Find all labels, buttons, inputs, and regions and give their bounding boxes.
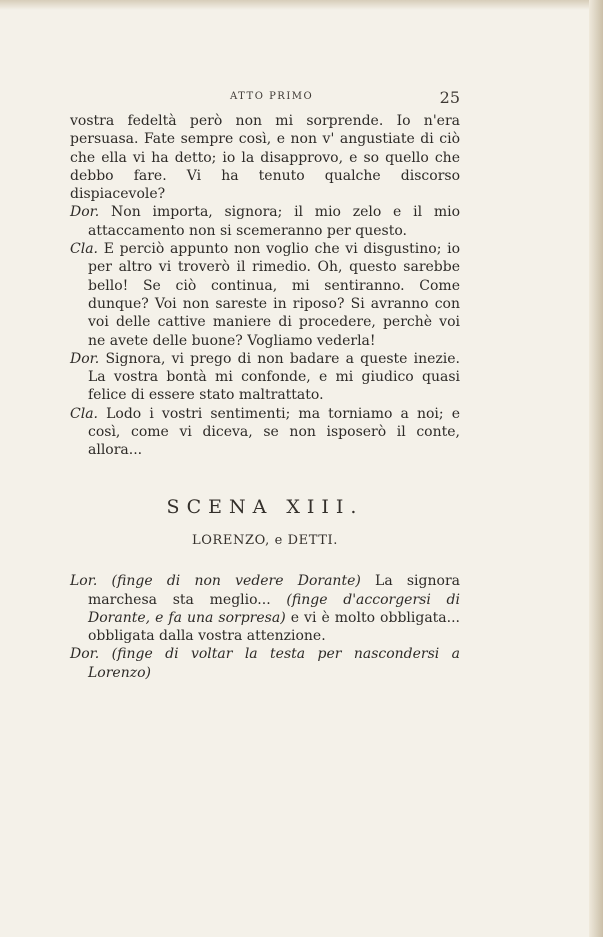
scene-title: SCENA XIII. — [166, 495, 364, 518]
speaker-label: Lor. — [70, 573, 98, 590]
speaker-label: Dor. — [70, 646, 100, 663]
speech-dorante-3 — [70, 645, 460, 682]
text-block — [70, 112, 460, 682]
speaker-label: Dor. — [70, 204, 100, 221]
speaker-label: Dor. — [70, 350, 100, 367]
speech-text: e vi è molto obbligata... obbligata dalla vostra attenzione. — [88, 609, 460, 645]
running-head: ATTO PRIMO — [230, 91, 314, 102]
scene-characters: LORENZO, e DETTI. — [192, 532, 338, 548]
speech-claudia-1 — [70, 240, 460, 350]
page-number: 25 — [439, 88, 460, 107]
speech-text: Signora, vi prego di non badare a queste inezie. La vostra bontà mi confonde, e mi giudico quasi felice di essere stato maltrattato. — [88, 350, 460, 404]
page-right-edge — [589, 0, 603, 937]
speech-text: Lodo i vostri sentimenti; ma torniamo a noi; e così, come vi diceva, se non isposerò il conte, allora... — [88, 405, 461, 459]
opening-paragraph: vostra fedeltà però non mi sorprende. Io n'era persuasa. Fate sempre così, e non v' angustiate di ciò che ella vi ha detto; io la disapprovo, e so quello che debbo fare. Vi ha tenuto qualche discorso dispiacevole? — [70, 113, 460, 203]
speech-lorenzo-1 — [70, 572, 460, 645]
stage-direction: (finge d'accorgersi di Dorante, e fa una sorpresa) — [88, 591, 460, 626]
speech-text: E perciò appunto non voglio che vi disgustino; io per altro vi troverò il rimedio. Oh, questo sarebbe bello! Se ciò continua, mi sentiranno. Come dunque? Voi non sareste in riposo? Si avranno con voi delle cattive maniere di procedere, perchè voi ne avete delle buone? Vogliamo vederla! — [88, 241, 461, 349]
speaker-label: Cla. — [70, 241, 98, 258]
page-header — [70, 88, 460, 109]
page-top-edge — [0, 0, 603, 10]
speaker-label: Cla. — [70, 405, 98, 422]
speech-dorante-2 — [70, 350, 460, 405]
scene-spacer — [70, 550, 460, 572]
speech-text: La signora marchesa sta meglio... — [88, 573, 460, 608]
stage-direction: (finge di voltar la testa per nascondersi a Lorenzo) — [88, 646, 461, 681]
speech-claudia-2 — [70, 405, 460, 460]
speech-dorante-1 — [70, 203, 460, 240]
stage-direction: (finge di non vedere Dorante) — [111, 573, 361, 590]
speech-text: Non importa, signora; il mio zelo e il mio attaccamento non si scemeranno per questo. — [88, 204, 460, 239]
